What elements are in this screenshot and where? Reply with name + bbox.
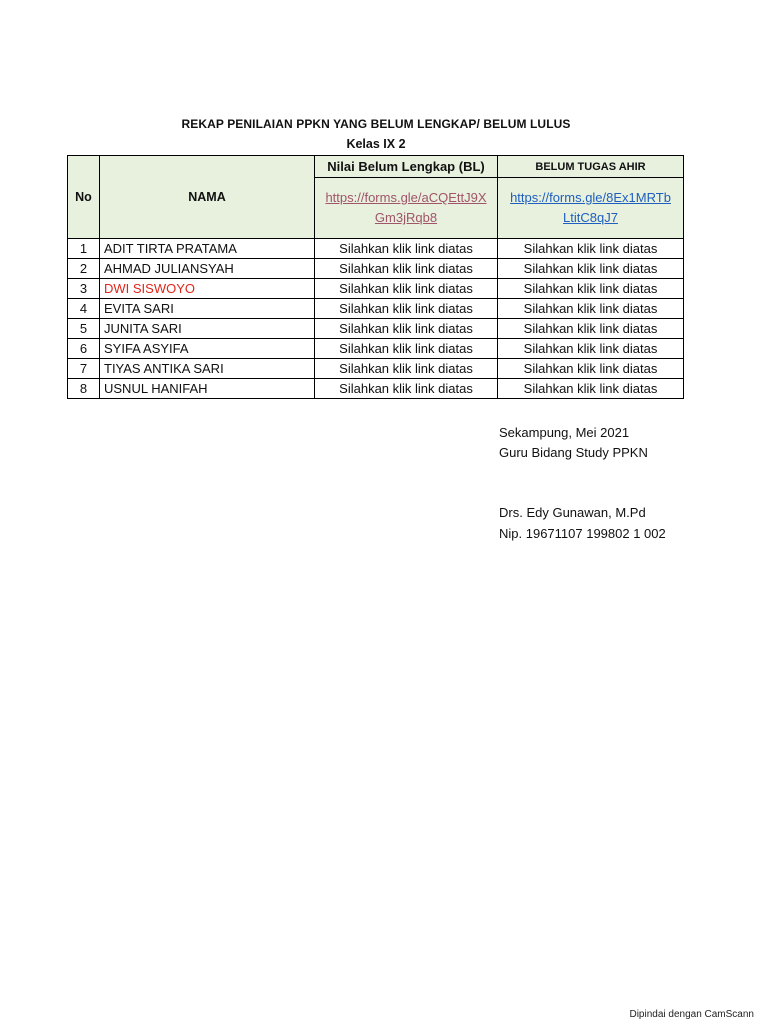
row-bta-note: Silahkan klik link diatas — [498, 379, 684, 399]
row-nama: JUNITA SARI — [100, 319, 315, 339]
column-header-bta: BELUM TUGAS AHIR — [498, 156, 684, 178]
row-bta-note: Silahkan klik link diatas — [498, 259, 684, 279]
row-bta-note: Silahkan klik link diatas — [498, 359, 684, 379]
table-header-row — [68, 156, 684, 178]
row-bta-note: Silahkan klik link diatas — [498, 279, 684, 299]
row-nama: TIYAS ANTIKA SARI — [100, 359, 315, 379]
row-bl-note: Silahkan klik link diatas — [315, 279, 498, 299]
document-title: REKAP PENILAIAN PPKN YANG BELUM LENGKAP/ BELUM LULUS — [181, 117, 571, 131]
signature-role: Guru Bidang Study PPKN — [499, 445, 648, 460]
row-bl-note: Silahkan klik link diatas — [315, 379, 498, 399]
row-no: 2 — [68, 259, 100, 279]
class-subtitle: Kelas IX 2 — [346, 137, 406, 151]
row-nama: USNUL HANIFAH — [100, 379, 315, 399]
form-link-bta-line-1: https://forms.gle/8Ex1MRTb — [510, 190, 671, 205]
rekap-table — [67, 155, 684, 399]
row-bl-note: Silahkan klik link diatas — [315, 319, 498, 339]
table-row — [68, 319, 684, 339]
form-link-bta-line-2: LtitC8qJ7 — [563, 210, 618, 225]
row-nama: DWI SISWOYO — [100, 279, 315, 299]
link-cell-bta — [498, 178, 684, 239]
table-row — [68, 339, 684, 359]
signature-place-date: Sekampung, Mei 2021 — [499, 425, 630, 440]
row-bta-note: Silahkan klik link diatas — [498, 339, 684, 359]
row-bl-note: Silahkan klik link diatas — [315, 359, 498, 379]
form-link-bl-line-2: Gm3jRqb8 — [374, 210, 438, 225]
row-nama: SYIFA ASYIFA — [100, 339, 315, 359]
row-bta-note: Silahkan klik link diatas — [498, 239, 684, 259]
link-cell-bl — [315, 178, 498, 239]
row-no: 4 — [68, 299, 100, 319]
form-link-bl[interactable] — [315, 188, 497, 228]
form-link-bta[interactable] — [498, 188, 683, 228]
table-row — [68, 359, 684, 379]
scanner-footer: Dipindai dengan CamScann — [629, 1009, 754, 1020]
row-no: 5 — [68, 319, 100, 339]
column-header-no: No — [68, 156, 100, 239]
column-header-bl: Nilai Belum Lengkap (BL) — [315, 156, 498, 178]
row-bta-note: Silahkan klik link diatas — [498, 319, 684, 339]
table-row — [68, 239, 684, 259]
row-no: 1 — [68, 239, 100, 259]
row-no: 3 — [68, 279, 100, 299]
row-bta-note: Silahkan klik link diatas — [498, 299, 684, 319]
table-row — [68, 379, 684, 399]
row-bl-note: Silahkan klik link diatas — [315, 239, 498, 259]
row-nama: ADIT TIRTA PRATAMA — [100, 239, 315, 259]
row-bl-note: Silahkan klik link diatas — [315, 339, 498, 359]
row-nama: AHMAD JULIANSYAH — [100, 259, 315, 279]
signature-nip: Nip. 19671107 199802 1 002 — [499, 526, 666, 541]
row-nama: EVITA SARI — [100, 299, 315, 319]
table-row — [68, 299, 684, 319]
row-no: 6 — [68, 339, 100, 359]
row-bl-note: Silahkan klik link diatas — [315, 259, 498, 279]
signature-name: Drs. Edy Gunawan, M.Pd — [499, 505, 646, 520]
row-no: 8 — [68, 379, 100, 399]
row-bl-note: Silahkan klik link diatas — [315, 299, 498, 319]
table-row — [68, 259, 684, 279]
form-link-bl-line-1: https://forms.gle/aCQEttJ9X — [325, 190, 487, 205]
table-row — [68, 279, 684, 299]
column-header-nama: NAMA — [100, 156, 315, 239]
row-no: 7 — [68, 359, 100, 379]
